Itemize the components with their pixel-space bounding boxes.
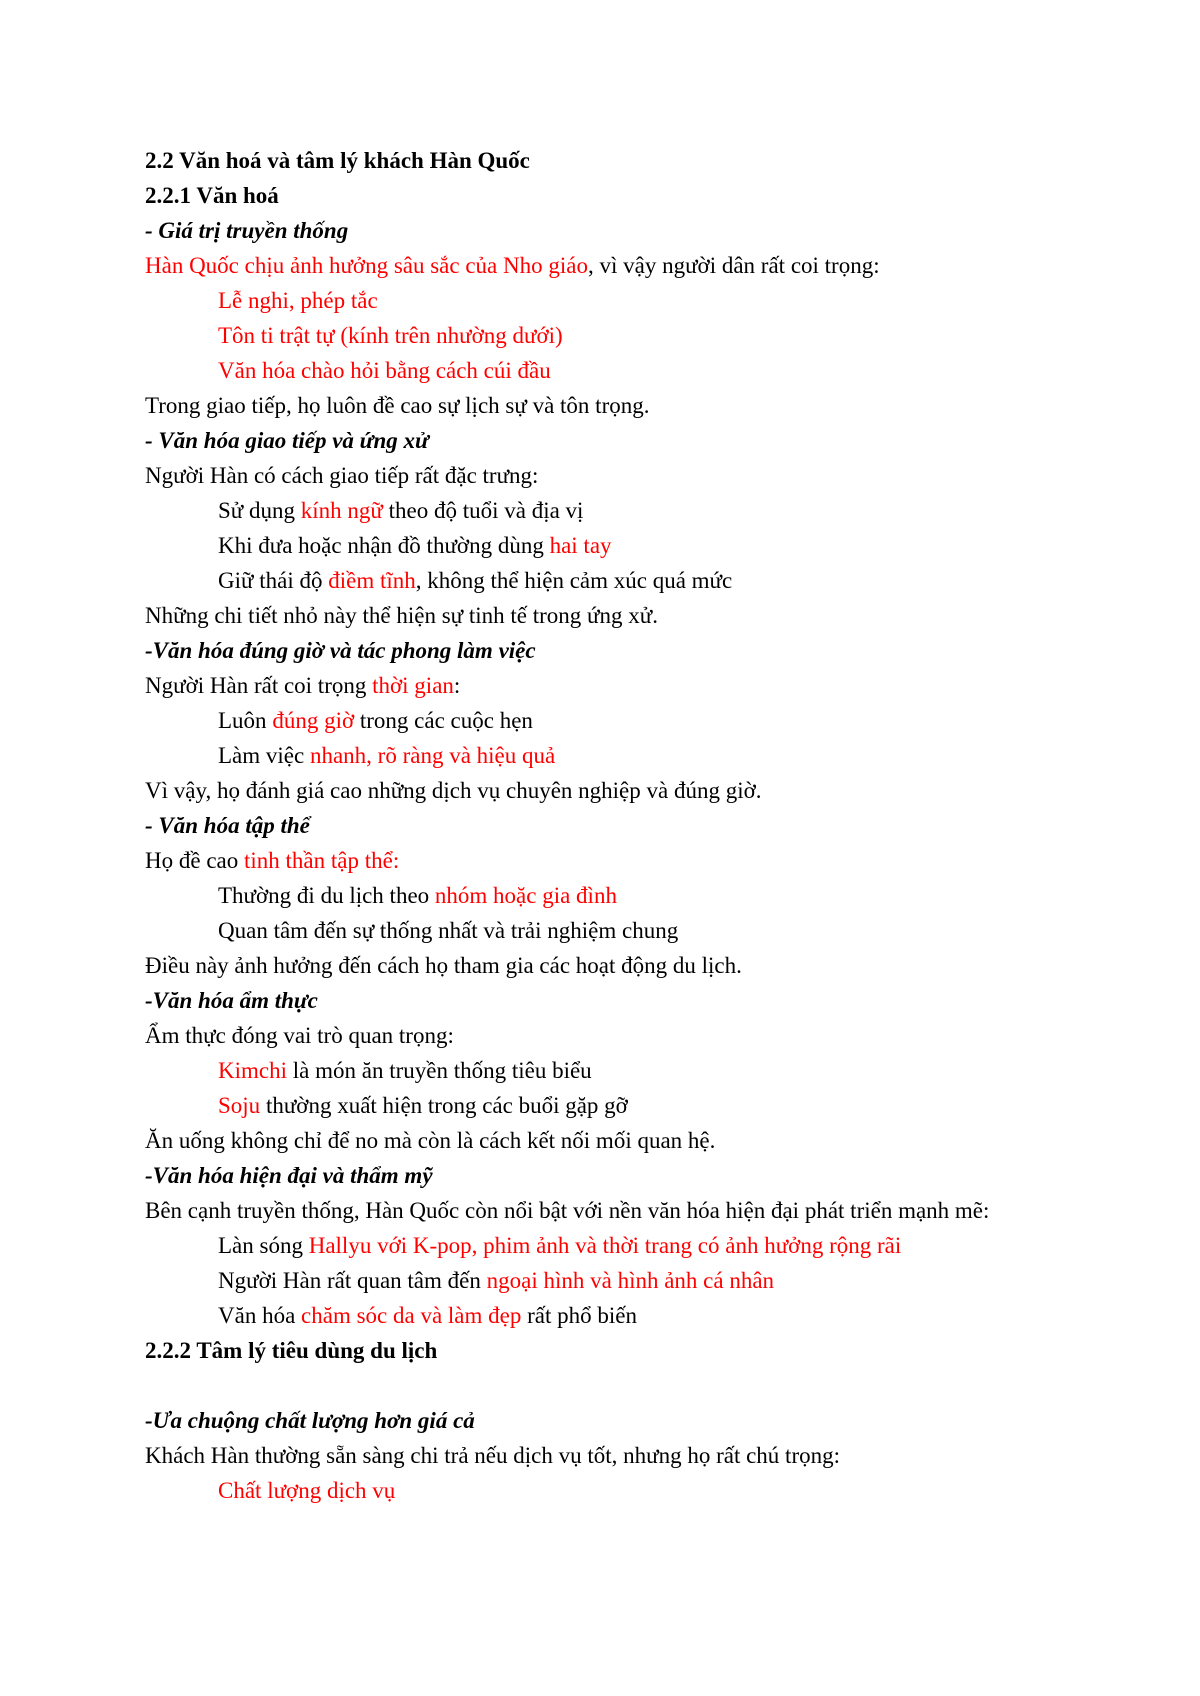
section-heading-2-2-1: 2.2.1 Văn hoá — [145, 183, 279, 208]
highlight-text: Kimchi — [218, 1058, 287, 1083]
document-page — [145, 143, 1065, 1508]
subheading-communication: - Văn hóa giao tiếp và ứng xử — [145, 428, 429, 453]
body-text: Làn sóng — [218, 1233, 309, 1258]
list-item-cuisine-1 — [145, 1053, 1065, 1088]
list-item-traditional-2: Tôn ti trật tự (kính trên nhường dưới) — [218, 323, 563, 348]
highlight-text: ngoại hình và hình ảnh cá nhân — [486, 1268, 775, 1293]
subheading-collective: - Văn hóa tập thể — [145, 813, 310, 838]
paragraph-cuisine-conclusion: Ăn uống không chỉ để no mà còn là cách kết nối mối quan hệ. — [145, 1128, 716, 1153]
body-text: rất phổ biến — [521, 1303, 637, 1328]
paragraph-punctuality-conclusion: Vì vậy, họ đánh giá cao những dịch vụ chuyên nghiệp và đúng giờ. — [145, 778, 762, 803]
highlight-text: Soju — [218, 1093, 261, 1118]
body-text: thường xuất hiện trong các buổi gặp gỡ — [260, 1093, 628, 1118]
list-item-traditional-3: Văn hóa chào hỏi bằng cách cúi đầu — [218, 358, 551, 383]
subheading-quality-over-price: -Ưa chuộng chất lượng hơn giá cả — [145, 1408, 475, 1433]
subheading-traditional-values: - Giá trị truyền thống — [145, 218, 349, 243]
paragraph-communication-intro: Người Hàn có cách giao tiếp rất đặc trưng: — [145, 463, 539, 488]
list-item-quality-1: Chất lượng dịch vụ — [218, 1478, 396, 1503]
body-text: Người Hàn rất quan tâm đến — [218, 1268, 487, 1293]
list-item-modern-1 — [145, 1228, 1065, 1263]
paragraph-traditional-conclusion: Trong giao tiếp, họ luôn đề cao sự lịch sự và tôn trọng. — [145, 393, 650, 418]
body-text: Khi đưa hoặc nhận đồ thường dùng — [218, 533, 550, 558]
paragraph-communication-conclusion: Những chi tiết nhỏ này thể hiện sự tinh tế trong ứng xử. — [145, 603, 658, 628]
subheading-punctuality: -Văn hóa đúng giờ và tác phong làm việc — [145, 638, 536, 663]
highlight-text: Hallyu với K-pop, phim ảnh và thời trang có ảnh hưởng rộng rãi — [308, 1233, 902, 1258]
body-text: theo độ tuổi và địa vị — [382, 498, 584, 523]
paragraph-punctuality-intro — [145, 668, 1065, 703]
highlight-text: nhóm hoặc gia đình — [434, 883, 617, 908]
highlight-text: nhanh, rõ ràng và hiệu quả — [309, 743, 556, 768]
body-text: Giữ thái độ — [218, 568, 329, 593]
subheading-cuisine: -Văn hóa ẩm thực — [145, 988, 318, 1013]
body-text: trong các cuộc hẹn — [354, 708, 533, 733]
body-text: Sử dụng — [218, 498, 301, 523]
body-text: , vì vậy người dân rất coi trọng: — [587, 253, 880, 278]
highlight-text: tinh thần tập thể: — [244, 848, 400, 873]
paragraph-collective-conclusion: Điều này ảnh hưởng đến cách họ tham gia các hoạt động du lịch. — [145, 953, 742, 978]
body-text: là món ăn truyền thống tiêu biểu — [287, 1058, 592, 1083]
paragraph-collective-intro — [145, 843, 1065, 878]
list-item-collective-2: Quan tâm đến sự thống nhất và trải nghiệm chung — [218, 918, 679, 943]
body-text: : — [453, 673, 461, 698]
highlight-text: kính ngữ — [300, 498, 383, 523]
subheading-modern-culture: -Văn hóa hiện đại và thẩm mỹ — [145, 1163, 433, 1188]
list-item-cuisine-2 — [145, 1088, 1065, 1123]
section-heading-2-2-2: 2.2.2 Tâm lý tiêu dùng du lịch — [145, 1338, 438, 1363]
body-text: Luôn — [218, 708, 273, 733]
paragraph-quality-intro: Khách Hàn thường sẵn sàng chi trả nếu dịch vụ tốt, nhưng họ rất chú trọng: — [145, 1443, 840, 1468]
list-item-modern-3 — [145, 1298, 1065, 1333]
list-item-communication-3 — [145, 563, 1065, 598]
paragraph-cuisine-intro: Ẩm thực đóng vai trò quan trọng: — [145, 1023, 454, 1048]
list-item-modern-2 — [145, 1263, 1065, 1298]
list-item-traditional-1: Lễ nghi, phép tắc — [218, 288, 378, 313]
body-text: Văn hóa — [218, 1303, 302, 1328]
highlight-text: điềm tĩnh — [328, 568, 416, 593]
paragraph-modern-intro: Bên cạnh truyền thống, Hàn Quốc còn nổi bật với nền văn hóa hiện đại phát triển mạnh mẽ: — [145, 1198, 990, 1223]
body-text: Người Hàn rất coi trọng — [145, 673, 373, 698]
highlight-text: hai tay — [549, 533, 612, 558]
paragraph-traditional-intro — [145, 248, 1065, 283]
highlight-text: đúng giờ — [272, 708, 355, 733]
highlight-text: thời gian — [372, 673, 454, 698]
highlight-text: chăm sóc da và làm đẹp — [301, 1303, 522, 1328]
list-item-punctuality-2 — [145, 738, 1065, 773]
body-text: Làm việc — [218, 743, 310, 768]
list-item-collective-1 — [145, 878, 1065, 913]
list-item-punctuality-1 — [145, 703, 1065, 738]
section-heading-2-2: 2.2 Văn hoá và tâm lý khách Hàn Quốc — [145, 148, 530, 173]
highlight-text: Hàn Quốc chịu ảnh hưởng sâu sắc của Nho giáo — [145, 253, 588, 278]
body-text: Thường đi du lịch theo — [218, 883, 435, 908]
body-text: , không thể hiện cảm xúc quá mức — [415, 568, 733, 593]
list-item-communication-2 — [145, 528, 1065, 563]
blank-line — [145, 1368, 1065, 1403]
body-text: Họ đề cao — [145, 848, 244, 873]
list-item-communication-1 — [145, 493, 1065, 528]
